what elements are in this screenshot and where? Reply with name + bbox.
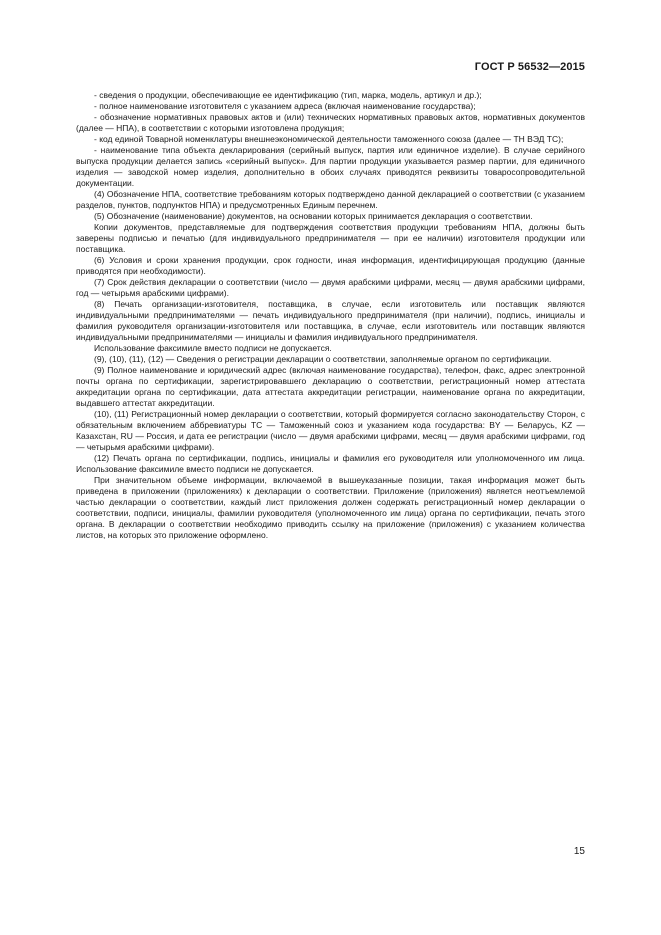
document-designation: ГОСТ Р 56532—2015 <box>474 61 585 73</box>
paragraph: (7) Срок действия декларации о соответствии (число — двумя арабскими цифрами, месяц — двумя арабскими цифрами, год — четырьмя арабскими цифрами). <box>76 277 585 298</box>
paragraph: (5) Обозначение (наименование) документов, на основании которых принимается декларация о соответствии. <box>94 211 533 221</box>
paragraph: - обозначение нормативных правовых актов и (или) технических нормативных правовых актов, нормативных документов (далее — НПА), в соответствии с которыми изготовлена продукция; <box>76 112 585 133</box>
paragraph: - полное наименование изготовителя с указанием адреса (включая наименование государства); <box>94 101 476 111</box>
paragraph: (9) Полное наименование и юридический адрес (включая наименование государства), телефон, факс, адрес электронной почты органа по сертификации, зарегистрировавшего декларацию о соответствии, регистрационный номер аттестата аккредитации органа по сертификации, дата аттестата аккредитации регистрации, наименование органа по аккредитации, выдавшего аттестат аккредитации. <box>76 365 585 408</box>
paragraph: - код единой Товарной номенклатуры внешнеэкономической деятельности таможенного союза (далее — ТН ВЭД ТС); <box>94 134 564 144</box>
paragraph: Копии документов, представляемые для подтверждения соответствия продукции требованиям НПА, должны быть заверены подписью и печатью (для индивидуального предпринимателя — при ее наличии) изготовителя продукции или поставщика. <box>76 222 585 254</box>
paragraph: - сведения о продукции, обеспечивающие ее идентификацию (тип, марка, модель, артикул и др.); <box>94 90 482 100</box>
paragraph: (8) Печать организации-изготовителя, поставщика, в случае, если изготовитель или поставщик являются индивидуальными предпринимателями — печать индивидуального предпринимателя (при наличии), подпись, инициалы и фамилия руководителя организации-изготовителя или поставщика, в случае, если изготовитель или поставщик являются индивидуальными предпринимателями — инициалы и фамилия индивидуального предпринимателя. <box>76 299 585 342</box>
paragraph: (9), (10), (11), (12) — Сведения о регистрации декларации о соответствии, заполняемые органом по сертификации. <box>94 354 552 364</box>
page-number: 15 <box>573 846 585 857</box>
paragraph: (4) Обозначение НПА, соответствие требованиям которых подтверждено данной декларацией о соответствии (с указанием разделов, пунктов, подпунктов НПА) и предусмотренных Единым перечнем. <box>76 189 585 210</box>
paragraph: При значительном объеме информации, включаемой в вышеуказанные позиции, такая информация может быть приведена в приложении (приложениях) к декларации о соответствии. Приложение (приложения) является неотъемлемой частью декларации о соответствии, каждый лист приложения должен содержать регистрационный номер декларации о соответствии, подписи, инициалы, фамилии руководителя (уполномоченного им лица) органа по сертификации, печать этого органа. В декларации о соответствии необходимо приводить ссылку на приложение (приложения) с указанием количества листов, на которых это приложение оформлено. <box>76 475 585 540</box>
paragraph: Использование факсимиле вместо подписи не допускается. <box>94 343 332 353</box>
paragraph: (12) Печать органа по сертификации, подпись, инициалы и фамилия его руководителя или уполномоченного им лица. Использование факсимиле вместо подписи не допускается. <box>76 453 585 474</box>
paragraph: (6) Условия и сроки хранения продукции, срок годности, иная информация, идентифицирующая продукцию (данные приводятся при необходимости). <box>76 255 585 276</box>
paragraph: (10), (11) Регистрационный номер декларации о соответствии, который формируется согласно законодательству Сторон, с обязательным включением аббревиатуры ТС — Таможенный союз и указанием кода государства: BY — Беларусь, KZ — Казахстан, RU — Россия, и дата ее регистрации (число — двумя арабскими цифрами, месяц — двумя арабскими цифрами, год — четырьмя арабскими цифрами). <box>76 409 585 452</box>
paragraph: - наименование типа объекта декларирования (серийный выпуск, партия или единичное изделие). В случае серийного выпуска продукции делается запись «серийный выпуск». Для партии продукции указывается размер партии, для единичного изделия — заводской номер изделия, дополнительно в обоих случаях приводятся реквизиты товаросопроводительной документации. <box>76 145 585 188</box>
body-text <box>76 90 585 541</box>
